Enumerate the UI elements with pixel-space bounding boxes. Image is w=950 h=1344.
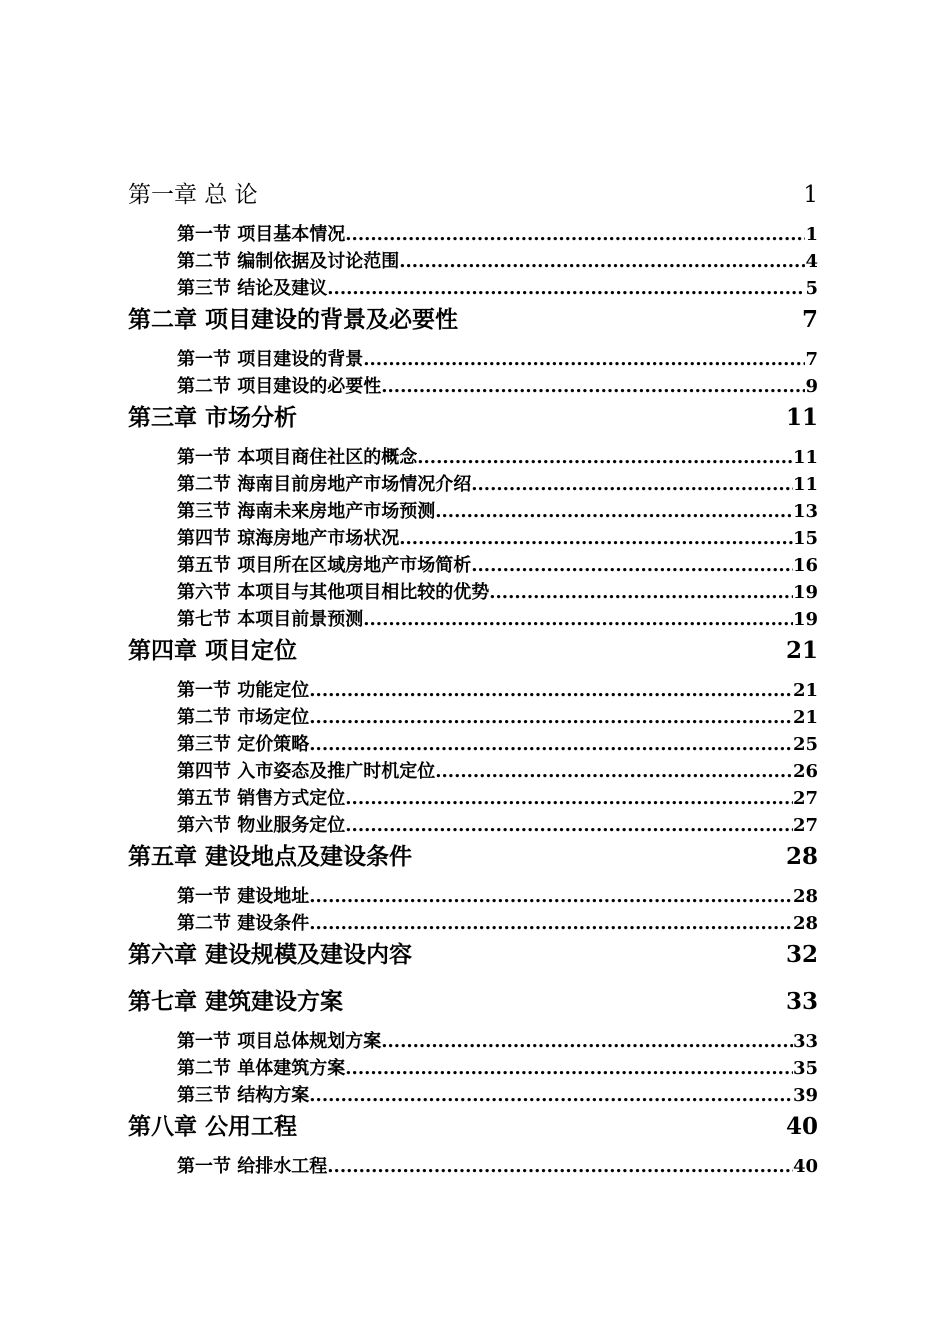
toc-section-row[interactable] [128, 1054, 818, 1078]
toc-section-row[interactable] [128, 909, 818, 933]
dot-leader [327, 1156, 793, 1177]
chapter-title: 第一章 总 论 [128, 182, 258, 208]
dot-leader [363, 609, 793, 630]
section-title: 第六节 本项目与其他项目相比较的优势 [177, 582, 490, 603]
page-number: 11 [792, 474, 818, 495]
chapter-title: 第二章 项目建设的背景及必要性 [128, 306, 459, 333]
toc-section-row[interactable] [128, 784, 818, 808]
page-number: 27 [792, 788, 818, 809]
page-number: 11 [792, 447, 818, 468]
section-title: 第二节 编制依据及讨论范围 [177, 251, 400, 272]
page-number: 1 [805, 224, 818, 245]
page-number: 4 [805, 251, 818, 272]
toc-section-row[interactable] [128, 578, 818, 602]
page-number: 28 [792, 886, 818, 907]
toc-section-row[interactable] [128, 605, 818, 629]
section-title: 第三节 结构方案 [177, 1085, 310, 1106]
dot-leader [435, 501, 793, 522]
section-title: 第一节 建设地址 [177, 886, 310, 907]
page-number: 13 [792, 501, 818, 522]
page-number: 28 [785, 843, 818, 870]
section-title: 第四节 入市姿态及推广时机定位 [177, 761, 436, 782]
chapter-title: 第五章 建设地点及建设条件 [128, 843, 413, 870]
page-number: 39 [792, 1085, 818, 1106]
page-number: 35 [792, 1058, 818, 1079]
toc-section-row[interactable] [128, 703, 818, 727]
page-number: 26 [792, 761, 818, 782]
toc-section-row[interactable] [128, 757, 818, 781]
page-number: 40 [785, 1113, 818, 1140]
dot-leader [309, 913, 793, 934]
toc-chapter-row[interactable] [128, 632, 818, 662]
page-number: 28 [792, 913, 818, 934]
dot-leader [345, 1058, 793, 1079]
dot-leader [327, 278, 805, 299]
dot-leader [399, 528, 793, 549]
toc-section-row[interactable] [128, 1152, 818, 1176]
dot-leader [435, 761, 793, 782]
toc-section-row[interactable] [128, 247, 818, 271]
section-title: 第一节 项目总体规划方案 [177, 1031, 382, 1052]
chapter-title: 第四章 项目定位 [128, 637, 298, 664]
dot-leader [399, 251, 805, 272]
section-title: 第五节 项目所在区域房地产市场简析 [177, 555, 472, 576]
page-number: 1 [803, 182, 818, 208]
toc-section-row[interactable] [128, 1027, 818, 1051]
toc-section-row[interactable] [128, 345, 818, 369]
page-number: 19 [792, 582, 818, 603]
section-title: 第二节 单体建筑方案 [177, 1058, 346, 1079]
chapter-title: 第七章 建筑建设方案 [128, 988, 344, 1015]
dot-leader [381, 1031, 793, 1052]
toc-section-row[interactable] [128, 470, 818, 494]
page-number: 40 [792, 1156, 818, 1177]
toc-chapter-row[interactable] [128, 936, 818, 966]
section-title: 第一节 给排水工程 [177, 1156, 328, 1177]
dot-leader [309, 707, 793, 728]
toc-section-row[interactable] [128, 524, 818, 548]
dot-leader [309, 1085, 793, 1106]
section-title: 第四节 琼海房地产市场状况 [177, 528, 400, 549]
dot-leader [345, 788, 793, 809]
section-title: 第三节 海南未来房地产市场预测 [177, 501, 436, 522]
toc-chapter-row[interactable] [128, 983, 818, 1013]
toc-section-row[interactable] [128, 882, 818, 906]
dot-leader [381, 376, 805, 397]
section-title: 第二节 建设条件 [177, 913, 310, 934]
dot-leader [417, 447, 793, 468]
page-number: 5 [805, 278, 818, 299]
section-title: 第二节 项目建设的必要性 [177, 376, 382, 397]
section-title: 第二节 市场定位 [177, 707, 310, 728]
section-title: 第七节 本项目前景预测 [177, 609, 364, 630]
toc-section-row[interactable] [128, 443, 818, 467]
dot-leader [471, 474, 793, 495]
page-number: 33 [785, 988, 818, 1015]
section-title: 第一节 功能定位 [177, 680, 310, 701]
dot-leader [363, 349, 805, 370]
page-number: 32 [785, 941, 818, 968]
dot-leader [345, 815, 793, 836]
toc-chapter-row[interactable] [128, 399, 818, 429]
section-title: 第六节 物业服务定位 [177, 815, 346, 836]
toc-section-row[interactable] [128, 811, 818, 835]
section-title: 第一节 本项目商住社区的概念 [177, 447, 418, 468]
toc-section-row[interactable] [128, 676, 818, 700]
toc-chapter-row[interactable] [128, 176, 818, 206]
toc-section-row[interactable] [128, 551, 818, 575]
section-title: 第三节 结论及建议 [177, 278, 328, 299]
dot-leader [309, 680, 793, 701]
page-number: 33 [792, 1031, 818, 1052]
page-number: 11 [785, 404, 818, 431]
page-number: 21 [785, 637, 818, 664]
toc-section-row[interactable] [128, 730, 818, 754]
page-number: 27 [792, 815, 818, 836]
toc-section-row[interactable] [128, 372, 818, 396]
dot-leader [309, 886, 793, 907]
page-number: 7 [805, 349, 818, 370]
section-title: 第一节 项目基本情况 [177, 224, 346, 245]
toc-chapter-row[interactable] [128, 1108, 818, 1138]
dot-leader [345, 224, 805, 245]
chapter-title: 第三章 市场分析 [128, 404, 298, 431]
toc-chapter-row[interactable] [128, 838, 818, 868]
chapter-title: 第八章 公用工程 [128, 1113, 298, 1140]
dot-leader [471, 555, 793, 576]
toc-section-row[interactable] [128, 220, 818, 244]
page-number: 19 [792, 609, 818, 630]
toc-section-row[interactable] [128, 274, 818, 298]
toc-section-row[interactable] [128, 1081, 818, 1105]
section-title: 第五节 销售方式定位 [177, 788, 346, 809]
dot-leader [309, 734, 793, 755]
page-number: 21 [792, 707, 818, 728]
page-number: 21 [792, 680, 818, 701]
section-title: 第三节 定价策略 [177, 734, 310, 755]
page-number: 7 [801, 306, 818, 333]
section-title: 第一节 项目建设的背景 [177, 349, 364, 370]
chapter-title: 第六章 建设规模及建设内容 [128, 941, 413, 968]
page-number: 25 [792, 734, 818, 755]
toc-section-row[interactable] [128, 497, 818, 521]
page-number: 9 [805, 376, 818, 397]
page-number: 15 [792, 528, 818, 549]
toc-chapter-row[interactable] [128, 301, 818, 331]
section-title: 第二节 海南目前房地产市场情况介绍 [177, 474, 472, 495]
dot-leader [489, 582, 793, 603]
page-number: 16 [792, 555, 818, 576]
